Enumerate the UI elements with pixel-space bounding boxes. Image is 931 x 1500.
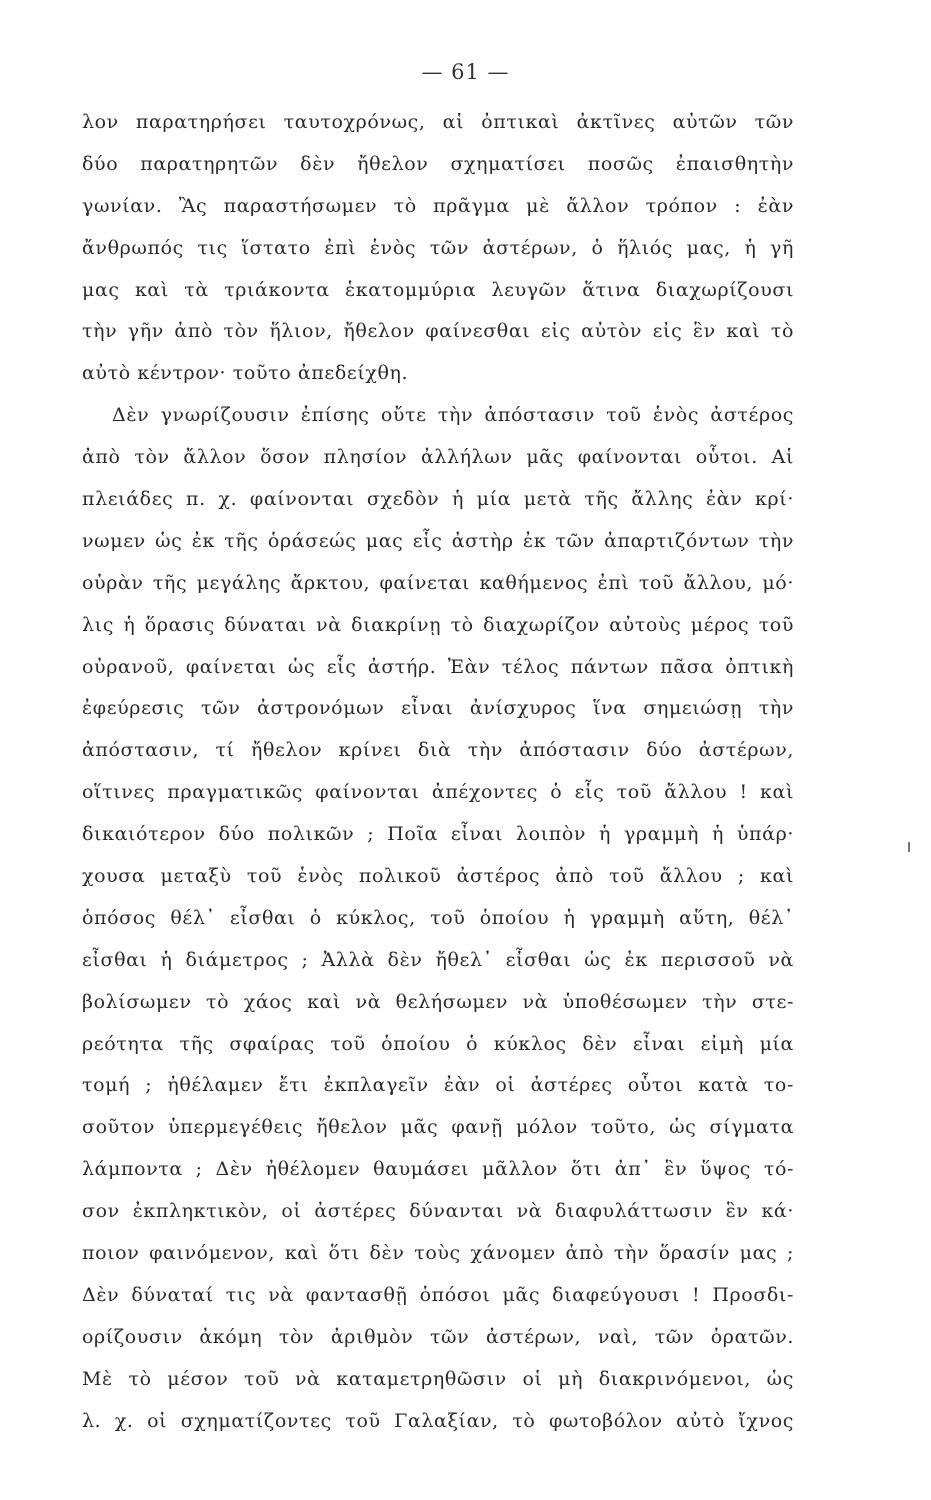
text-line: νωμεν ὡς ἐκ τῆς ὁράσεώς μας εἷς ἀστὴρ ἐκ τῶν ἀπαρτιζόντων τὴν (82, 529, 794, 552)
text-line: ἄνθρωπός τις ἵστατο ἐπὶ ἑνὸς τῶν ἀστέρων, ὁ ἥλιός μας, ἡ γῆ (82, 236, 794, 259)
text-line: ποιον φαινόμενον, καὶ ὅτι δὲν τοὺς χάνομεν ἀπὸ τὴν ὅρασίν μας ; (82, 1242, 794, 1265)
body-text (82, 102, 794, 1443)
text-line: λ. χ. οἱ σχηματίζοντες τοῦ Γαλαξίαν, τὸ φωτοβόλον αὐτὸ ἴχνος (82, 1409, 794, 1432)
text-line: λάμποντα ; Δὲν ἠθέλομεν θαυμάσει μᾶλλον ὅτι ἀπ᾽ ἓν ὕψος τό- (82, 1158, 794, 1181)
text-line: Δὲν δύναταί τις νὰ φαντασθῇ ὁπόσοι μᾶς διαφεύγουσι ! Προσδι- (82, 1283, 794, 1306)
text-line: δικαιότερον δύο πολικῶν ; Ποῖα εἶναι λοιπὸν ἡ γραμμὴ ἡ ὑπάρ· (82, 823, 794, 846)
text-line: τὴν γῆν ἀπὸ τὸν ἥλιον, ἤθελον φαίνεσθαι εἰς αὐτὸν εἰς ἓν καὶ τὸ (82, 320, 794, 343)
page-number: — 61 — (421, 60, 510, 84)
text-line: Μὲ τὸ μέσον τοῦ νὰ καταμετρηθῶσιν οἱ μὴ διακρινόμενοι, ὡς (82, 1367, 794, 1390)
paragraph-start-line: Δὲν γνωρίζουσιν ἐπίσης οὔτε τὴν ἀπόστασιν τοῦ ἑνὸς ἀστέρος (112, 404, 794, 427)
text-line: αὐτὸ κέντρον· τοῦτο ἀπεδείχθη. (82, 362, 409, 385)
text-line: λις ἡ ὅρασις δύναται νὰ διακρίνῃ τὸ διαχωρίζον αὐτοὺς μέρος τοῦ (82, 613, 794, 636)
text-line: γωνίαν. Ἂς παραστήσωμεν τὸ πρᾶγμα μὲ ἄλλον τρόπον : ἐὰν (82, 194, 794, 217)
text-line: χουσα μεταξὺ τοῦ ἑνὸς πολικοῦ ἀστέρος ἀπὸ τοῦ ἄλλου ; καὶ (82, 865, 794, 888)
text-line: ρεότητα τῆς σφαίρας τοῦ ὁποίου ὁ κύκλος δὲν εἶναι εἰμὴ μία (82, 1032, 794, 1055)
text-line: οἵτινες πραγματικῶς φαίνονται ἀπέχοντες ὁ εἷς τοῦ ἄλλου ! καὶ (82, 781, 794, 804)
text-line: ἐφεύρεσις τῶν ἀστρονόμων εἶναι ἀνίσχυρος ἵνα σημειώσῃ τὴν (82, 697, 794, 720)
text-line: σοῦτον ὑπερμεγέθεις ἤθελον μᾶς φανῇ μόλον τοῦτο, ὡς σίγματα (82, 1116, 794, 1139)
text-line: σον ἐκπληκτικὸν, οἱ ἀστέρες δύνανται νὰ διαφυλάττωσιν ἓν κά· (82, 1200, 794, 1223)
text-line: ἀπόστασιν, τί ἤθελον κρίνει διὰ τὴν ἀπόστασιν δύο ἀστέρων, (82, 739, 794, 762)
text-line: πλειάδες π. χ. φαίνονται σχεδὸν ἡ μία μετὰ τῆς ἄλλης ἐὰν κρί· (82, 488, 794, 511)
text-line: εἶσθαι ἡ διάμετρος ; Ἀλλὰ δὲν ἤθελ᾽ εἶσθαι ὡς ἐκ περισσοῦ νὰ (82, 948, 794, 971)
text-line: τομή ; ἠθέλαμεν ἔτι ἐκπλαγεῖν ἐὰν οἱ ἀστέρες οὗτοι κατὰ το- (82, 1074, 794, 1097)
margin-mark (908, 842, 910, 852)
text-line: ἀπὸ τὸν ἄλλον ὅσον πλησίον ἀλλήλων μᾶς φαίνονται οὗτοι. Αἱ (82, 446, 794, 469)
text-line: οὐρανοῦ, φαίνεται ὡς εἷς ἀστήρ. Ἐὰν τέλος πάντων πᾶσα ὀπτικὴ (82, 655, 794, 678)
text-line: ὁπόσος θέλ᾽ εἶσθαι ὁ κύκλος, τοῦ ὁποίου ἡ γραμμὴ αὕτη, θέλ᾽ (82, 906, 794, 929)
text-line: μας καὶ τὰ τριάκοντα ἑκατομμύρια λευγῶν ἅτινα διαχωρίζουσι (82, 278, 794, 301)
text-line: δύο παρατηρητῶν δὲν ἤθελον σχηματίσει ποσῶς ἐπαισθητὴν (82, 152, 794, 175)
text-line: βολίσωμεν τὸ χάος καὶ νὰ θελήσωμεν νὰ ὑποθέσωμεν τὴν στε- (82, 990, 794, 1013)
text-line: λον παρατηρήσει ταυτοχρόνως, αἱ ὀπτικαὶ ἀκτῖνες αὐτῶν τῶν (82, 111, 794, 133)
text-line: οὐρὰν τῆς μεγάλης ἄρκτου, φαίνεται καθήμενος ἐπὶ τοῦ ἄλλου, μό· (82, 571, 794, 594)
text-line: ορίζουσιν ἀκόμη τὸν ἀριθμὸν τῶν ἀστέρων, ναὶ, τῶν ὁρατῶν. (82, 1325, 794, 1348)
